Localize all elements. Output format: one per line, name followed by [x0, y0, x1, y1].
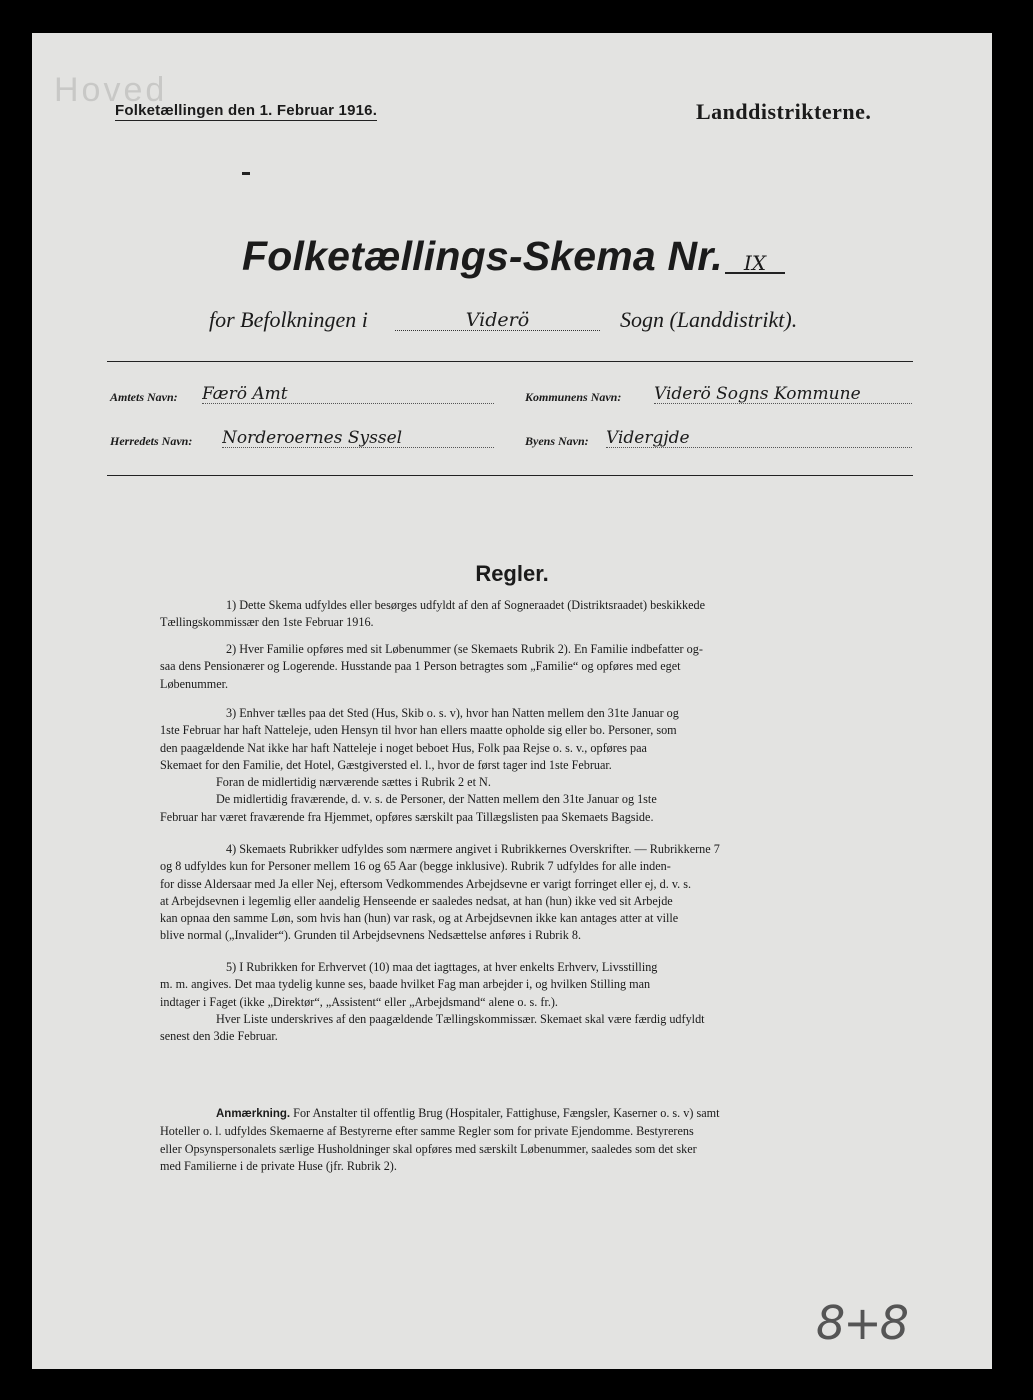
by-label: Byens Navn:: [525, 434, 589, 448]
dash-mark: [242, 172, 250, 175]
rule-4-line: for disse Aldersaar med Ja eller Nej, eftersom Vedkommendes Arbejdsevne er varigt forringet eller ej, d. v. s.: [160, 876, 691, 891]
parish-field[interactable]: Viderö: [395, 310, 600, 331]
rule-2-line: 2) Hver Familie opføres med sit Løbenummer (se Skemaets Rubrik 2). En Familie indbefatter og-: [226, 642, 703, 656]
remark-lead: Anmærkning.: [216, 1108, 291, 1120]
rule-3: [160, 705, 852, 826]
remark: [160, 1105, 852, 1175]
remark-line: Hoteller o. l. udfyldes Skemaerne af Bestyrerne efter samme Regler som for private Ejendomme. Bestyrerens: [160, 1124, 694, 1139]
subtitle-before: for Befolkningen i: [209, 307, 368, 332]
rule-4-line: at Arbejdsevnen i legemlig eller aandelig Henseende er saaledes nedsat, at han (hun) ikke ved sit Arbejde: [160, 893, 673, 908]
rule-5-line: Hver Liste underskrives af den paagældende Tællingskommissær. Skemaet skal være færdig udfyldt: [216, 1011, 705, 1026]
rule-2: [160, 641, 852, 693]
faded-stamp: Hoved: [54, 71, 168, 109]
rule-4-line: blive normal („Invalider“). Grunden til Arbejdsevnens Nedsættelse anføres i Rubrik 8.: [160, 928, 582, 943]
bottom-divider: [107, 475, 913, 476]
census-form-page: [32, 33, 992, 1369]
remark-line: eller Opsynspersonalets særlige Husholdninger skal opføres med særskilt Løbenummer, saaledes som det sker: [160, 1141, 697, 1156]
rule-3-line: 1ste Februar har haft Natteleje, uden Hensyn til hvor han ellers maatte opholde sig eller bo. Personer, som: [160, 723, 677, 738]
pencil-annotation: 8+8: [816, 1296, 908, 1350]
rule-1: [160, 597, 852, 632]
rule-4-line: 4) Skemaets Rubrikker udfyldes som nærmere angivet i Rubrikkernes Overskrifter. — Rubrikkerne 7: [226, 842, 720, 856]
form-number-field[interactable]: IX: [725, 254, 785, 274]
rule-3-line: Foran de midlertidig nærværende sættes i Rubrik 2 et N.: [216, 775, 491, 790]
rule-5-line: senest den 3die Februar.: [160, 1029, 278, 1044]
kommune-label: Kommunens Navn:: [525, 390, 622, 404]
rule-1-line: Tællingskommissær den 1ste Februar 1916.: [160, 615, 374, 630]
rule-4: [160, 841, 852, 945]
amt-field[interactable]: Færö Amt: [202, 385, 494, 404]
rule-3-line: den paagældende Nat ikke har haft Natteleje i noget beboet Hus, Folk paa Rejse o. s. v., opføres paa: [160, 740, 647, 755]
rule-4-line: og 8 udfyldes kun for Personer mellem 16 og 65 Aar (begge inklusive). Rubrik 7 udfyldes for alle inden-: [160, 859, 671, 874]
subtitle-after: Sogn (Landdistrikt).: [620, 307, 798, 332]
rule-2-line: saa dens Pensionærer og Logerende. Husstande paa 1 Person betragtes som „Familie“ og opføres med eget: [160, 659, 681, 674]
district-type-heading: Landdistrikterne.: [696, 99, 872, 124]
by-field[interactable]: Vidergjde: [606, 429, 912, 448]
amt-label: Amtets Navn:: [110, 390, 178, 404]
form-title: Folketællings-Skema Nr.: [242, 233, 723, 279]
remark-line: Anmærkning. For Anstalter til offentlig Brug (Hospitaler, Fattighuse, Fængsler, Kaserner o. s. v) samt: [216, 1106, 720, 1120]
rule-5-line: m. m. angives. Det maa tydelig kunne ses, baade hvilket Fag man arbejder i, og hvilken Stilling man: [160, 977, 651, 992]
kommune-field[interactable]: Viderö Sogns Kommune: [654, 385, 912, 404]
rule-5: [160, 959, 852, 1045]
herred-label: Herredets Navn:: [110, 434, 193, 448]
rule-5-line: indtager i Faget (ikke „Direktør“, „Assistent“ eller „Arbejdsmand“ alene o. s. fr.).: [160, 994, 558, 1009]
rule-1-line: 1) Dette Skema udfyldes eller besørges udfyldt af den af Sogneraadet (Distriktsraadet) beskikkede: [226, 598, 705, 612]
top-divider: [107, 361, 913, 362]
remark-line: med Familierne i de private Huse (jfr. Rubrik 2).: [160, 1158, 397, 1173]
rule-3-line: De midlertidig fraværende, d. v. s. de Personer, der Natten mellem den 31te Januar og 1ste: [216, 792, 657, 807]
rule-3-line: Februar har været fraværende fra Hjemmet, opføres særskilt paa Tillægslisten paa Skemaets Bagside.: [160, 809, 654, 824]
rule-3-line: 3) Enhver tælles paa det Sted (Hus, Skib o. s. v), hvor han Natten mellem den 31te Januar og: [226, 706, 679, 720]
rules-heading: Regler.: [475, 561, 549, 586]
census-date-heading: Folketællingen den 1. Februar 1916.: [115, 102, 378, 119]
rule-4-line: kan opnaa den samme Løn, som hvis han (hun) var rask, og at Arbejdsevnen ikke kan antages atter at ville: [160, 911, 679, 926]
rule-5-line: 5) I Rubrikken for Erhvervet (10) maa det iagttages, at hver enkelts Erhverv, Livsstilling: [226, 960, 658, 974]
rule-2-line: Løbenummer.: [160, 676, 229, 691]
rule-3-line: Skemaet for den Familie, det Hotel, Gæstgiversted el. l., hvor de først tager ind 1ste Februar.: [160, 757, 612, 772]
herred-field[interactable]: Norderoernes Syssel: [222, 429, 494, 448]
